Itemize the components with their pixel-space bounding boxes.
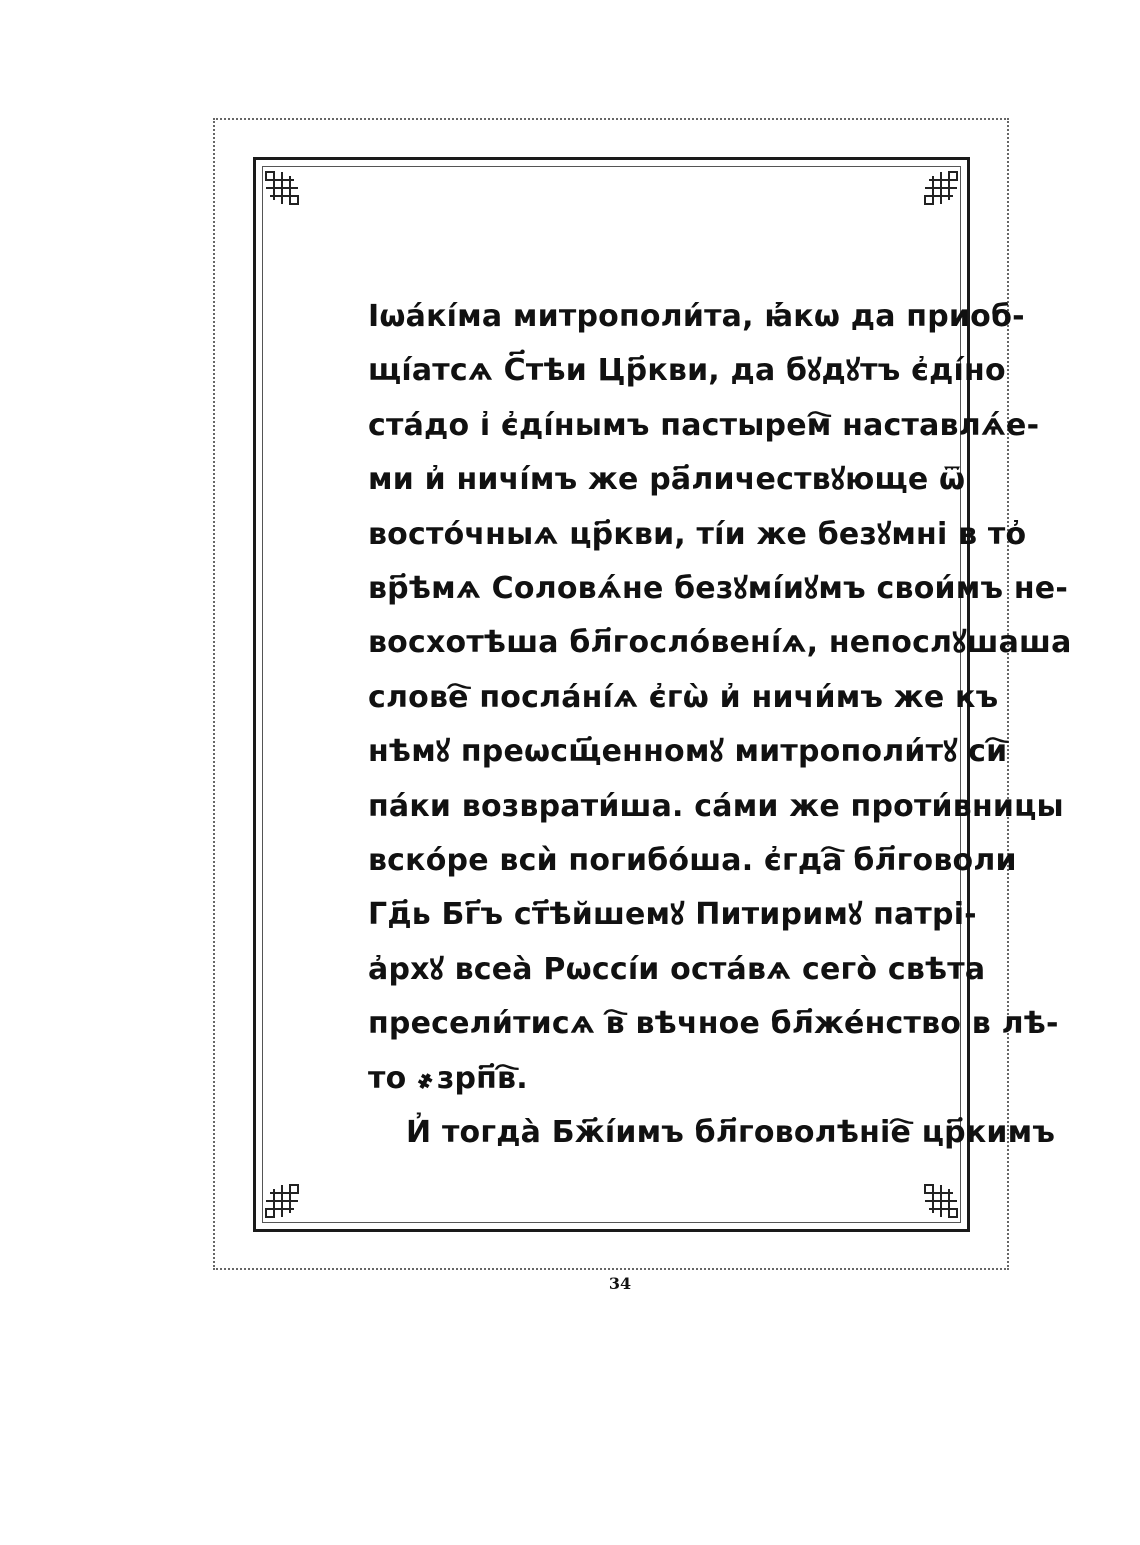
text-line: Гд҃ь Бг҃ъ ст҃ѣйшемꙋ Питиримꙋ патрі-	[368, 897, 977, 933]
text-line: вр҃ѣмѧ Соловѧ́не безꙋмі́иꙋмъ свои́мъ не-	[368, 571, 1068, 607]
text-line: то ҂зрп҃в҇.	[368, 1060, 528, 1096]
corner-ornament-icon	[921, 1181, 961, 1221]
text-line: Іѡа́кі́ма митрополи́та, ꙗ҆́кѡ да приоб-	[368, 299, 1025, 334]
corner-ornament-icon	[262, 168, 302, 208]
text-line: восто́чныѧ цр҃кви, ті́и же безꙋмні в то҆	[368, 516, 1027, 552]
text-line: слове҇ посла́ні́ѧ є҆гѡ̀ и҆ ничи́мъ же къ	[368, 679, 999, 715]
text-line: пресели́тисѧ в҇ вѣчное бл҃же́нство в лѣ-	[368, 1006, 1059, 1042]
text-line: па́ки возврати́ша. са́ми же проти́вницы	[368, 788, 1064, 824]
text-line: щі́атсѧ С҃тѣи Цр҃кви, да бꙋдꙋтъ є҆ді́но	[368, 353, 1006, 389]
text-line: ста́до і҆ є҆ді́нымъ пастырем҇ наставлѧ́е-	[368, 407, 1040, 443]
text-line: И҆ тогда̀ Бж҃і́имъ бл҃говолѣніе҇ цр҃кимъ	[406, 1115, 1056, 1151]
corner-ornament-icon	[262, 1181, 302, 1221]
page-number: 34	[608, 1274, 632, 1293]
text-line: нѣмꙋ преѡсщ҃енномꙋ митрополи́тꙋ си҇	[368, 734, 1008, 770]
text-line: восхотѣша бл҃госло́вені́ѧ, непослꙋшаша	[368, 625, 1072, 661]
body-text	[368, 290, 1072, 1161]
text-line: вско́ре всѝ погибо́ша. є҆гда҇ бл҃говоли	[368, 843, 1017, 879]
text-line: а҆рхꙋ всеа̀ Рѡссі́и оста́вѧ сего̀ свѣта	[368, 951, 986, 987]
corner-ornament-icon	[921, 168, 961, 208]
text-line: ми и҆ ничі́мъ же ра҃личествꙋюще ѿ	[368, 462, 966, 498]
